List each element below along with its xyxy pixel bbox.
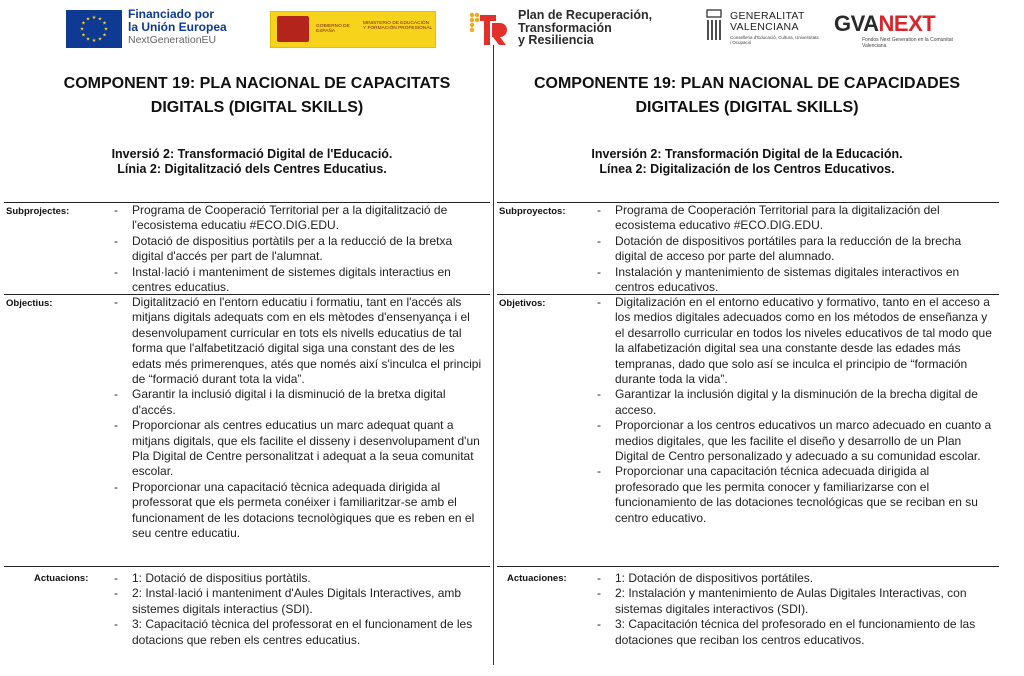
section-label: Objetivos: [499, 298, 546, 309]
linea-heading: Línia 2: Digitalització dels Centres Educatius. [117, 162, 387, 176]
section-label: Actuaciones: [507, 573, 567, 584]
list-item: - Proporcionar als centres educatius un marc adequat quant a mitjans digitals, que els facilite el disseny i desenvolupament d'un Pla Digital de Centre personalitzat i adequat a la seua comunitat escolar. [114, 418, 484, 480]
list-item: - 3: Capacitació tècnica del professorat en el funcionament de les dotacions que reben els centres educatius. [114, 617, 484, 648]
svg-text:★: ★ [91, 15, 97, 21]
list-item: - Digitalización en el entorno educativo y formativo, tanto en el acceso a los medios digitales adecuados como en los métodos de enseñanza y el desarrollo curricular en todos los niveles educativos de tal modo que la alfabetización digital sea una constante desde las edades más tempranas, dado que solo así se inculca el principio de “formación durante toda la vida”. [597, 295, 993, 387]
linea-heading: Línea 2: Digitalización de los Centros Educativos. [599, 162, 895, 176]
svg-text:★: ★ [91, 38, 97, 44]
section-label: Actuacions: [34, 573, 89, 584]
section-label: Subproyectos: [499, 206, 566, 217]
component-title: COMPONENTE 19: PLAN NACIONAL DE CAPACIDADES DIGITALES (DIGITAL SKILLS) [533, 75, 961, 116]
left-subprojects-section [4, 202, 490, 295]
conselleria-text: Conselleria d'Educació, Cultura, Universitats i Ocupació [730, 35, 819, 45]
list-item: - Garantizar la inclusión digital y la disminución de la brecha digital de acceso. [597, 387, 993, 418]
list-item: - Digitalització en l'entorn educatiu i formatiu, tant en l'accés als mitjans digitals adequats com en els mètodes d'ensenyança i el desenvolupament curricular en tots els nivells educatius de tal forma que l'alfabetització digital siga una constant des de les edats més primerenques, atés que només així s'inculca el principi de “formació durant tota la vida”. [114, 295, 484, 387]
list-item: - Proporcionar una capacitación técnica adecuada dirigida al profesorado que les permita conocer y familiarizarse con el funcionamiento de las dotaciones tecnológicas que se reciban en su centro educativo. [597, 464, 993, 526]
eu-flag-logo [66, 10, 122, 48]
svg-text:★: ★ [103, 26, 109, 33]
svg-text:★: ★ [102, 32, 107, 39]
right-subprojects-section [497, 202, 999, 295]
list-item: - Dotación de dispositivos portátiles para la reducción de la brecha digital de acceso por parte del alumnado. [597, 234, 993, 265]
right-actions-section [497, 566, 999, 647]
svg-text:★: ★ [81, 20, 86, 27]
svg-text:★: ★ [81, 32, 86, 39]
gvanext-subtitle: Fondos Next Generation en la Comunitat Valenciana [862, 37, 953, 49]
list-item: - 2: Instalación y mantenimiento de Aulas Digitales Interactivas, con sistemas digitales interactivos (SDI). [597, 586, 993, 617]
column-divider [493, 45, 494, 665]
left-actions-section [4, 566, 490, 647]
gobierno-ministerio-logo: GOBIERNO DE ESPAÑA MINISTERIO DE EDUCACIÓN Y FORMACIÓN PROFESIONAL [270, 11, 436, 48]
list-item: - 2: Instal·lació i manteniment d'Aules Digitals Interactives, amb sistemes digitals interactius (SDI). [114, 586, 484, 617]
generalitat-emblem-icon [704, 8, 724, 42]
prtr-logo-text: Plan de Recuperación, Transformación y Resiliencia [518, 8, 653, 47]
generalitat-logo-text: GENERALITAT VALENCIANA [730, 10, 805, 33]
svg-text:★: ★ [85, 16, 91, 23]
list-item: - Programa de Cooperación Territorial para la digitalización del ecosistema educativo #ECO.DIG.EDU. [597, 203, 993, 234]
section-label: Objectius: [6, 298, 53, 309]
left-objectives-section [4, 294, 490, 541]
component-title: COMPONENT 19: PLA NACIONAL DE CAPACITATS DIGITALS (DIGITAL SKILLS) [63, 75, 451, 116]
spain-coat-of-arms-icon [277, 16, 309, 42]
list-item: - 1: Dotación de dispositivos portátiles. [597, 571, 993, 586]
list-item: - Proporcionar a los centros educativos un marco adecuado en cuanto a medios digitales, que les facilite el diseño y desarrollo de un Plan Digital de Centro personalizado y adecuado a su comunidad escolar. [597, 418, 993, 464]
inversion-heading: Inversió 2: Transformació Digital de l'Educació. [111, 147, 393, 161]
svg-text:★: ★ [85, 36, 91, 43]
list-item: - Programa de Cooperació Territorial per a la digitalització de l'ecosistema educatiu #ECO.DIG.EDU. [114, 203, 484, 234]
list-item: - Garantir la inclusió digital i la disminució de la bretxa digital d'accés. [114, 387, 484, 418]
inversion-heading: Inversión 2: Transformación Digital de la Educación. [591, 147, 903, 161]
gvanext-logo: GVANEXT [834, 11, 936, 36]
list-item: - Instalación y mantenimiento de sistemas digitales interactivos en centros educativos. [597, 265, 993, 296]
list-item: - Proporcionar una capacitació tècnica adequada dirigida al professorat que els permeta conéixer i familiaritzar-se amb el funcionament de les dotacions tecnològiques que es reben en el seu centre educatiu. [114, 480, 484, 542]
prtr-logo-icon [468, 11, 508, 47]
right-objectives-section [497, 294, 999, 525]
list-item: - 1: Dotació de dispositius portàtils. [114, 571, 484, 586]
svg-text:★: ★ [79, 26, 85, 33]
svg-text:★: ★ [97, 36, 103, 43]
section-label: Subprojectes: [6, 206, 70, 217]
svg-text:★: ★ [97, 16, 103, 23]
svg-text:★: ★ [102, 20, 107, 27]
list-item: - Dotació de dispositius portàtils per a la reducció de la bretxa digital d'accés per part de l'alumnat. [114, 234, 484, 265]
list-item: - 3: Capacitación técnica del profesorado en el funcionamiento de las dotaciones que reciban los centros educativos. [597, 617, 993, 648]
logo-header [0, 0, 1024, 58]
list-item: - Instal·lació i manteniment de sistemes digitals interactius en centres educatius. [114, 265, 484, 296]
eu-funding-text: Financiado por la Unión Europea NextGenerationEU [128, 7, 227, 46]
